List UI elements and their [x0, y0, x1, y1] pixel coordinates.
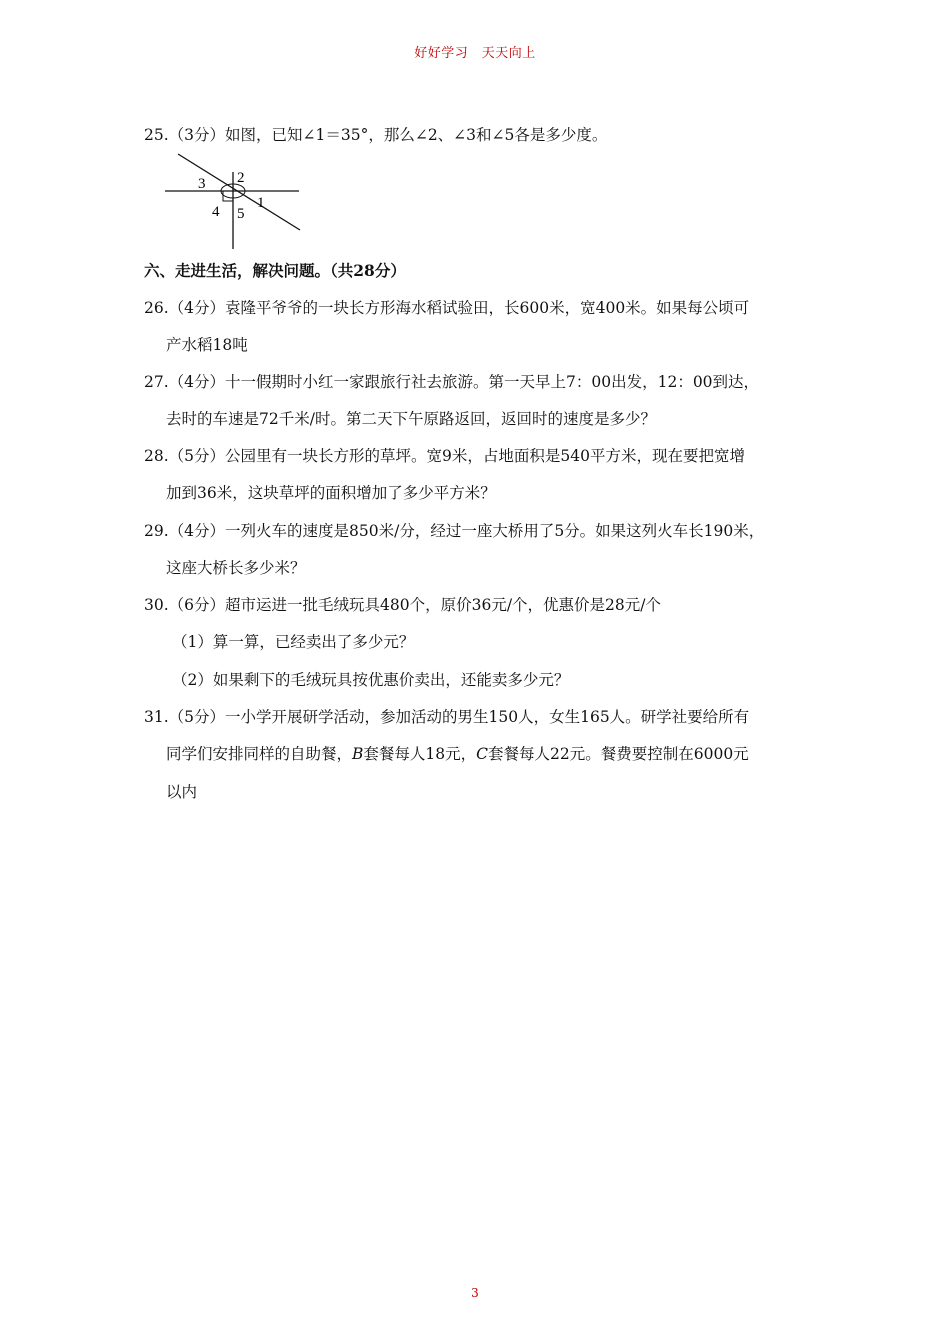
page-header: 好好学习 天天向上 — [414, 46, 536, 61]
question-25: 25.（3分）如图，已知∠1＝35°，那么∠2、∠3和∠5各是多少度。 — [144, 126, 608, 144]
question-27-line-2: 去时的车速是72千米/时。第二天下午原路返回，返回时的速度是多少？ — [166, 410, 656, 428]
section-6-title: 六、走进生活，解决问题。（共28分） — [144, 261, 406, 280]
question-26-line-2: 产水稻18吨 — [166, 336, 248, 354]
angle-label-3: 3 — [198, 176, 206, 192]
question-29-line-2: 这座大桥长多少米？ — [166, 559, 306, 577]
question-31-text-c: 套餐每人22元。餐费要控制在6000元 — [488, 745, 749, 763]
angle-label-4: 4 — [212, 204, 220, 220]
question-31-text-a: 同学们安排同样的自助餐， — [166, 745, 353, 763]
variable-c: C — [476, 745, 489, 763]
page-number: 3 — [471, 1286, 479, 1300]
question-31-line-1: 31.（5分）一小学开展研学活动，参加活动的男生150人，女生165人。研学社要给所有 — [144, 708, 750, 726]
question-26-line-1: 26.（4分）袁隆平爷爷的一块长方形海水稻试验田，长600米，宽400米。如果每公顷可 — [144, 299, 750, 317]
angle-label-5: 5 — [237, 206, 245, 222]
question-29-line-1: 29.（4分）一列火车的速度是850米/分，经过一座大桥用了5分。如果这列火车长190米， — [144, 522, 765, 540]
angle-figure — [160, 150, 305, 252]
angle-label-2: 2 — [237, 170, 245, 186]
variable-b: B — [352, 745, 364, 763]
question-30-line-1: 30.（6分）超市运进一批毛绒玩具480个，原价36元/个，优惠价是28元/个 — [144, 596, 661, 614]
question-27-line-1: 27.（4分）十一假期时小红一家跟旅行社去旅游。第一天早上7：00出发，12：00到达， — [144, 373, 760, 391]
question-28-line-1: 28.（5分）公园里有一块长方形的草坪。宽9米，占地面积是540平方米，现在要把宽增 — [144, 447, 745, 465]
question-31-text-b: 套餐每人18元， — [363, 745, 477, 763]
question-31-line-2 — [166, 744, 749, 764]
question-30-sub-1: （1）算一算，已经卖出了多少元？ — [172, 633, 415, 651]
question-31-line-3: 以内 — [166, 783, 198, 801]
angle-label-1: 1 — [257, 195, 265, 211]
question-28-line-2: 加到36米，这块草坪的面积增加了多少平方米？ — [166, 484, 496, 502]
question-30-sub-2: （2）如果剩下的毛绒玩具按优惠价卖出，还能卖多少元？ — [172, 671, 570, 689]
